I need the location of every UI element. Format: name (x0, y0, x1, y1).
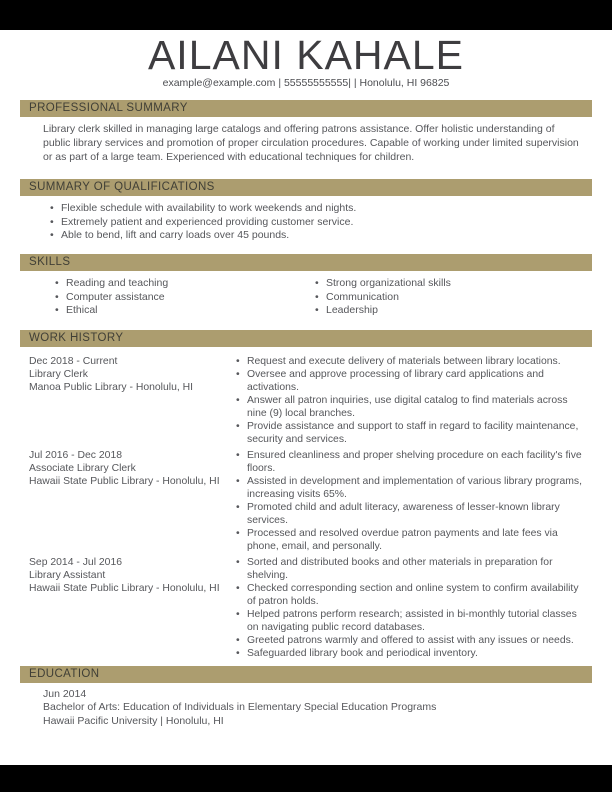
top-trim-bar (0, 0, 612, 30)
job-bullet: • Checked corresponding section and online system to confirm availability of patron holds. (247, 582, 585, 608)
section-header-skills (20, 254, 592, 271)
job-company: Hawaii State Public Library - Honolulu, HI (29, 582, 220, 594)
professional-summary-text: Library clerk skilled in managing large catalogs and offering patrons assistance. Offer holistic understanding of public library services and promotion of proper circulation procedures. Capable of working under limited supervision or as part of a large team. Experienced with educational techniques for children. (43, 123, 579, 163)
job-bullet: • Helped patrons perform research; assisted in bi-monthly tutorial classes on navigating public record databases. (247, 608, 585, 634)
skill-item: • Strong organizational skills (326, 277, 451, 291)
section-header-work-history (20, 330, 592, 347)
job-bullet: • Provide assistance and support to staff in regard to facility maintenance, security and services. (247, 420, 585, 446)
job-bullet: • Assisted in development and implementation of various library programs, increasing visits 65%. (247, 475, 585, 501)
job-bullet-list (234, 556, 585, 660)
section-header-professional-summary (20, 100, 592, 117)
job-entry (29, 449, 585, 553)
candidate-name: AILANI KAHALE (147, 32, 465, 78)
qualification-item: • Able to bend, lift and carry loads over 45 pounds. (61, 229, 582, 242)
job-bullet-list (234, 449, 585, 553)
skill-item: • Computer assistance (66, 291, 259, 305)
job-title: Library Clerk (29, 368, 88, 380)
education-degree: Bachelor of Arts: Education of Individuals in Elementary Special Education Programs (43, 701, 437, 714)
skill-item: • Reading and teaching (66, 277, 259, 291)
section-title: PROFESSIONAL SUMMARY (29, 102, 188, 114)
skill-item: • Communication (326, 291, 451, 305)
bottom-trim-bar (0, 765, 612, 792)
job-dates: Jul 2016 - Dec 2018 (29, 449, 122, 461)
qualification-item: • Extremely patient and experienced providing customer service. (61, 216, 582, 229)
job-company: Manoa Public Library - Honolulu, HI (29, 381, 194, 393)
qualification-item: • Flexible schedule with availability to work weekends and nights. (61, 202, 582, 215)
job-entry (29, 556, 585, 660)
job-bullet: • Request and execute delivery of materials between library locations. (247, 355, 585, 368)
education-entry (43, 688, 582, 729)
job-meta (29, 355, 234, 446)
job-bullet: • Ensured cleanliness and proper shelving procedure on each facility's five floors. (247, 449, 585, 475)
job-title: Library Assistant (29, 569, 106, 581)
job-bullet-list (234, 355, 585, 446)
job-entry (29, 355, 585, 446)
qualifications-list (0, 202, 582, 242)
job-dates: Sep 2014 - Jul 2016 (29, 556, 123, 568)
job-bullet: • Safeguarded library book and periodical inventory. (247, 647, 585, 660)
contact-line: example@example.com | 55555555555| | Honolulu, HI 96825 (162, 77, 450, 89)
skill-item: • Ethical (66, 304, 259, 318)
job-dates: Dec 2018 - Current (29, 355, 118, 367)
section-header-qualifications (20, 179, 592, 196)
job-bullet: • Answer all patron inquiries, use digital catalog to find materials across nine (9) local branches. (247, 394, 585, 420)
work-history-list (29, 355, 585, 660)
job-bullet: • Sorted and distributed books and other materials in preparation for shelving. (247, 556, 585, 582)
section-title: SKILLS (29, 256, 71, 269)
education-date: Jun 2014 (43, 687, 87, 700)
skills-columns (0, 277, 612, 318)
job-meta (29, 556, 234, 660)
skills-list-left (0, 277, 259, 318)
job-title: Associate Library Clerk (29, 462, 136, 474)
section-title: SUMMARY OF QUALIFICATIONS (29, 181, 215, 194)
job-bullet: • Greeted patrons warmly and offered to assist with any issues or needs. (247, 634, 585, 647)
section-header-education (20, 666, 592, 683)
job-bullet: • Promoted child and adult literacy, awareness of lesser-known library services. (247, 501, 585, 527)
job-company: Hawaii State Public Library - Honolulu, HI (29, 475, 220, 487)
job-bullet: • Oversee and approve processing of library card applications and activations. (247, 368, 585, 394)
section-title: WORK HISTORY (29, 331, 124, 344)
job-bullet: • Processed and resolved overdue patron payments and late fees via phone, email, and personally. (247, 527, 585, 553)
skill-item: • Leadership (326, 304, 451, 318)
education-school: Hawaii Pacific University | Honolulu, HI (43, 714, 224, 727)
section-title: EDUCATION (29, 667, 100, 680)
skills-list-right (259, 277, 451, 318)
job-meta (29, 449, 234, 553)
